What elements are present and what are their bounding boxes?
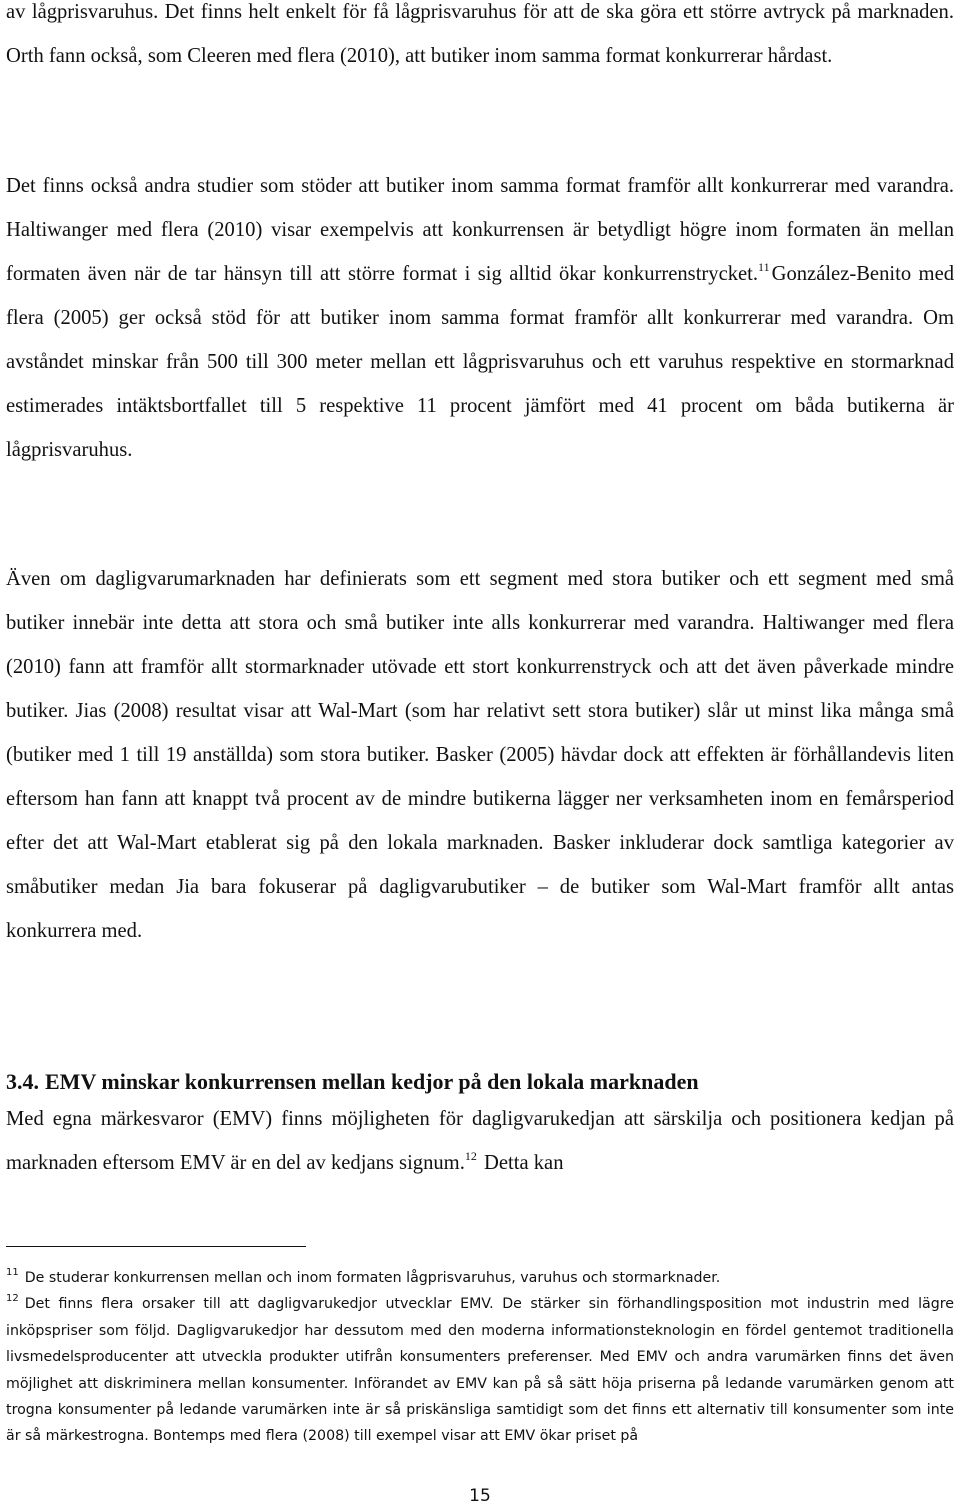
footnote-12 xyxy=(6,1291,954,1449)
footnote-separator xyxy=(6,1246,306,1247)
paragraph-1 xyxy=(6,0,954,78)
footnote-text: Det finns flera orsaker till att dagligvarukedjor utvecklar EMV. De stärker sin förhandlingsposition mot industrin med lägre inköpspriser som följd. Dagligvarukedjor har dessutom med den moderna informationsteknologin en fördel gentemot traditionella livsmedelsproducenter att utveckla produkter utifrån konsumenters preferenser. Med EMV och andra varumärken finns det även möjlighet att diskriminera mellan konsumenter. Införandet av EMV kan på så sätt höja priserna på ledande varumärken genom att trogna konsumenter på ledande varumärken inte är så priskänsliga samtidigt som det finns ett alternativ till konsumenter som inte är så märkestrogna. Bontemps med flera (2008) till exempel visar att EMV ökar priset på xyxy=(6,1296,954,1445)
section-title: EMV minskar konkurrensen mellan kedjor på den lokala marknaden xyxy=(45,1069,699,1094)
paragraph-2-text-a: Det finns också andra studier som stöder att butiker inom samma format framför allt konkurrerar med varandra. Haltiwanger med flera (2010) visar exempelvis att konkurrensen är betydligt högre inom formaten än mellan formaten även när de tar hänsyn till att större format i sig alltid ökar konkurrenstrycket. xyxy=(6,175,954,285)
paragraph-4 xyxy=(6,1097,954,1185)
paragraph-3 xyxy=(6,557,954,953)
footnote-marker: 12 xyxy=(6,1293,19,1305)
section-number: 3.4. xyxy=(6,1069,39,1094)
footnote-11 xyxy=(6,1265,954,1291)
paragraph-4-text-a: Med egna märkesvaror (EMV) finns möjligheten för dagligvarukedjan att särskilja och positionera kedjan på marknaden eftersom EMV är en del av kedjans signum. xyxy=(6,1108,954,1174)
footnote-ref-11[interactable]: 11 xyxy=(758,260,770,274)
page-number: 15 xyxy=(469,1486,491,1506)
footnote-ref-12[interactable]: 12 xyxy=(464,1149,477,1163)
paragraph-1-text: av lågprisvaruhus. Det finns helt enkelt för få lågprisvaruhus för att de ska göra ett större avtryck på marknaden. Orth fann också, som Cleeren med flera (2010), att butiker inom samma format konkurrerar hårdast. xyxy=(6,1,954,67)
paragraph-3-text: Även om dagligvarumarknaden har definierats som ett segment med stora butiker och ett segment med små butiker innebär inte detta att stora och små butiker inte alls konkurrerar med varandra. Haltiwanger med flera (2010) fann att framför allt stormarknader utövade ett stort konkurrenstryck och att det även påverkade mindre butiker. Jias (2008) resultat visar att Wal-Mart (som har relativt sett stora butiker) slår ut minst lika många små (butiker med 1 till 19 anställda) som stora butiker. Basker (2005) hävdar dock att effekten är förhållandevis liten eftersom han fann att knappt två procent av de mindre butikerna lägger ner verksamheten inom en femårsperiod efter det att Wal-Mart etablerat sig på den lokala marknaden. Basker inkluderar dock samtliga kategorier av småbutiker medan Jia bara fokuserar på dagligvarubutiker – de butiker som Wal-Mart framför allt antas konkurrera med. xyxy=(6,568,954,942)
footnotes xyxy=(6,1265,954,1450)
paragraph-4-text-b: Detta kan xyxy=(484,1152,564,1174)
section-heading xyxy=(6,1065,954,1099)
footnote-text: De studerar konkurrensen mellan och inom formaten lågprisvaruhus, varuhus och stormarknader. xyxy=(24,1270,721,1286)
paragraph-2-text-b: González-Benito med flera (2005) ger också stöd för att butiker inom samma format framför allt konkurrerar med varandra. Om avståndet minskar från 500 till 300 meter mellan ett lågprisvaruhus och ett varuhus respektive en stormarknad estimerades intäktsbortfallet till 5 respektive 11 procent jämfört med 41 procent om båda butikerna är lågprisvaruhus. xyxy=(6,263,955,461)
paragraph-2 xyxy=(6,164,954,472)
footnote-marker: 11 xyxy=(6,1267,19,1278)
